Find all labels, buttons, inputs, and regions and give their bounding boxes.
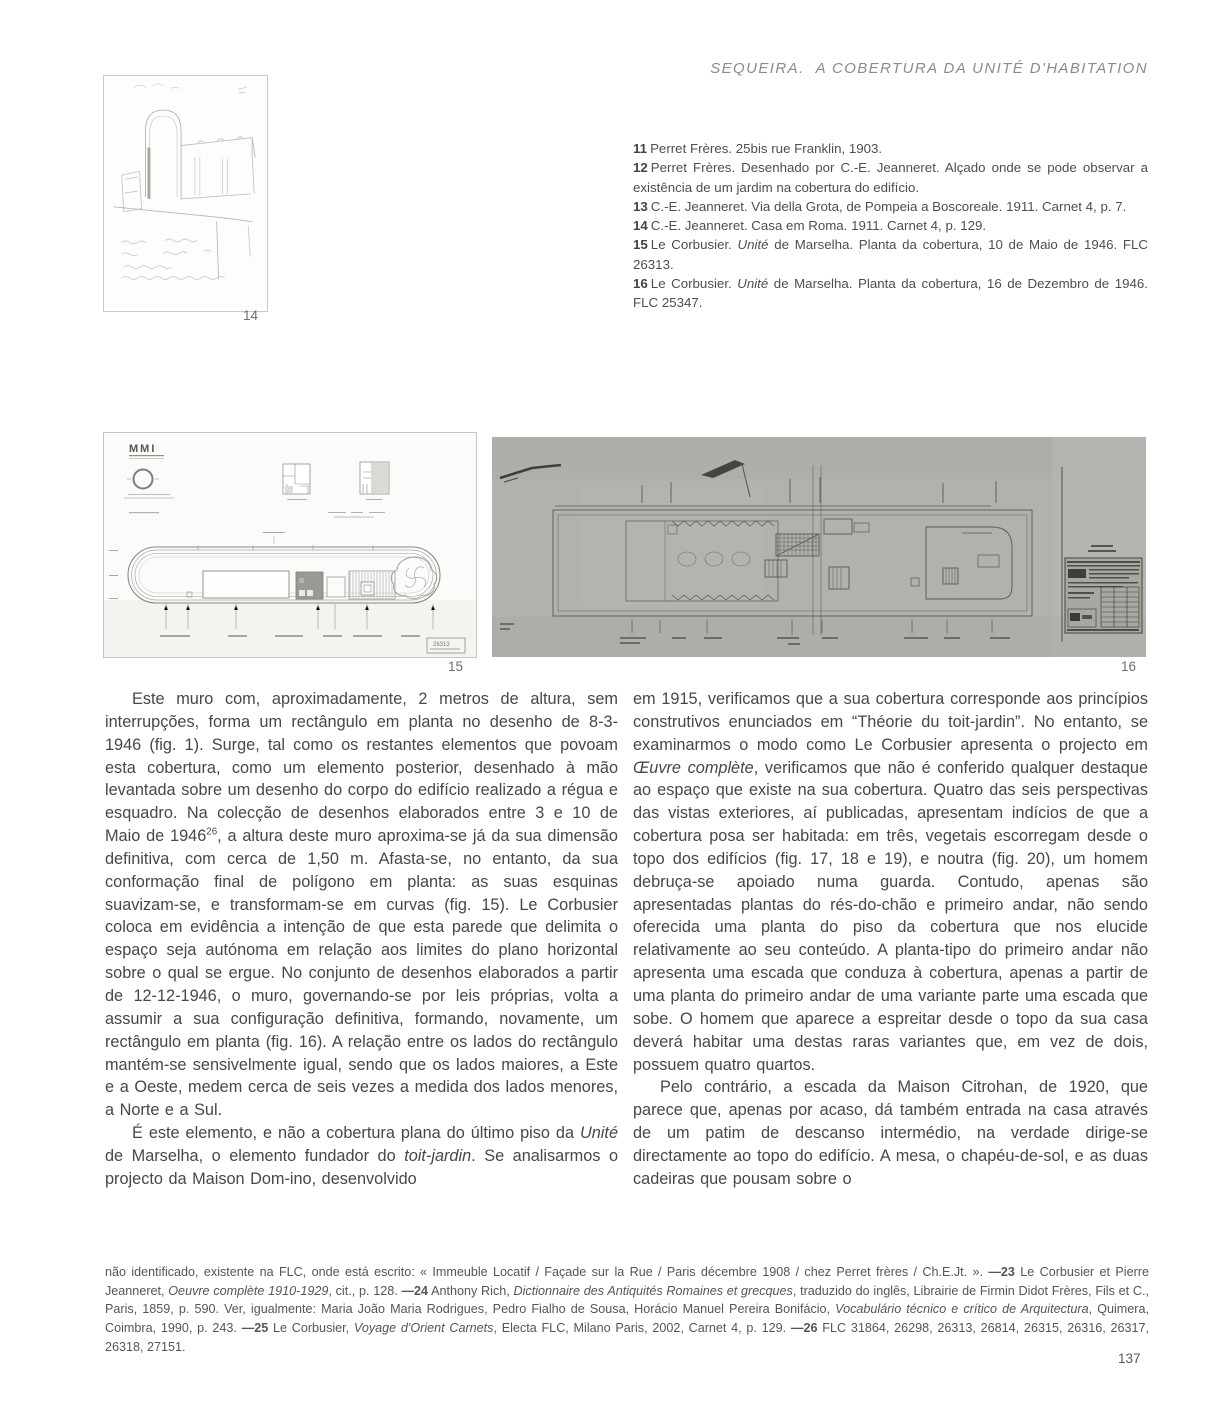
body-paragraph: em 1915, verificamos que a sua cobertura corresponde aos princípios construtivos enunciados em “Théorie du toit-jardin”. No entanto, se examinarmos o modo como Le Corbusier apresenta o projecto em Œuvre complète, verificamos que não é conferido qualquer destaque ao espaço que existe na sua cobertura. Quatro das seis perspectivas das vistas exteriores, aí publicadas, apresentam indícios de que a cobertura posa ser habitada: em três, vegetais escorregam desde o topo dos edifícios (fig. 17, 18 e 19), e noutra (fig. 20), um homem debruça-se apoiado numa guarda. Contudo, apenas são apresentadas plantas do rés-do-chão e primeiro andar, não sendo oferecida uma planta do piso da cobertura que nos elucide relativamente ao seu conteúdo. A planta-tipo do primeiro andar não apresenta uma escada que conduza à cobertura, apenas a partir de uma planta do primeiro andar de uma variante parte uma escada que sobe. O homem que aparece a espreitar desde o topo da sua casa deverá habitar uma destas raras variantes que, em vez de dois, possuem quatro quartos. xyxy=(633,690,1148,1074)
figure-caption-text: Le Corbusier. Unité de Marselha. Planta da cobertura, 10 de Maio de 1946. FLC 26313. xyxy=(633,237,1149,272)
figure-caption-text: C.-E. Jeanneret. Via della Grota, de Pompeia a Boscoreale. 1911. Carnet 4, p. 7. xyxy=(650,198,1127,214)
sheet-logo-text: MMI xyxy=(129,443,157,455)
casa-roma-sketch-drawing xyxy=(104,76,267,311)
figure-14-sketch xyxy=(103,75,268,312)
figure-15-plan xyxy=(103,432,477,658)
running-header-title: A COBERTURA DA UNITÉ D'HABITATION xyxy=(815,60,1148,77)
figure-caption-number: 16 xyxy=(633,276,648,292)
body-paragraph: Este muro com, aproximadamente, 2 metros de altura, sem interrupções, forma um rectângulo em planta no desenho de 8-3-1946 (fig. 1). Surge, tal como os restantes elementos que povoam esta cobertura, como um elemento posterior, desenhado à mão levantada sobre um desenho do corpo do edifício realizado a régua e esquadro. Na colecção de desenhos elaborados entre 3 e 10 de Maio de 1946$^{26}$, a altura deste muro aproxima-se já da sua dimensão definitiva, com cerca de 1,50 m. Afasta-se, no entanto, da sua conformação final de polígono em planta: as suas esquinas suavizam-se, e transformam-se em curvas (fig. 15). Le Corbusier coloca em evidência a intenção de que esta parede que delimita o espaço seja autónoma em relação aos limites do plano horizontal sobre o qual se ergue. No conjunto de desenhos elaborados a partir de 12-12-1946, o muro, governando-se por leis próprias, volta a assumir a sua configuração definitiva, formando, novamente, um rectângulo em planta (fig. 16). A relação entre os lados do rectângulo mantém-se sensivelmente igual, sendo que os lados maiores, a Este e a Oeste, medem cerca de seis vezes a medida dos lados menores, a Norte e a Sul. xyxy=(105,690,618,1120)
running-header xyxy=(710,60,1148,77)
body-column-left xyxy=(105,688,618,1191)
figure-caption-number: 14 xyxy=(633,218,648,234)
figure-16-label: 16 xyxy=(1121,659,1137,674)
figure-caption-item xyxy=(633,216,1148,235)
drawing-stamp-number: 26313 xyxy=(433,642,450,648)
figure-caption-number: 13 xyxy=(633,198,648,214)
figure-caption-item xyxy=(633,139,1148,158)
figure-caption-item xyxy=(633,235,1148,274)
figure-caption-text: C.-E. Jeanneret. Casa em Roma. 1911. Carnet 4, p. 129. xyxy=(650,218,987,234)
figure-caption-number: 11 xyxy=(633,141,648,156)
roof-plan-drawing-may-1946 xyxy=(103,432,477,658)
figure-caption-item xyxy=(633,197,1148,216)
figure-caption-item xyxy=(633,158,1148,197)
figure-captions xyxy=(633,139,1148,313)
figure-caption-number: 12 xyxy=(633,160,648,176)
body-column-right xyxy=(633,688,1148,1191)
figure-caption-item xyxy=(633,274,1148,313)
figure-caption-text: Perret Frères. Desenhado por C.-E. Jeanneret. Alçado onde se pode observar a existência de um jardim na cobertura do edifício. xyxy=(633,160,1148,195)
figure-14-label: 14 xyxy=(243,308,259,323)
body-paragraph: É este elemento, e não a cobertura plana do último piso da Unité de Marselha, o elemento fundador do toit-jardin. Se analisarmos o projecto da Maison Dom-ino, desenvolvido xyxy=(105,1124,619,1188)
figure-caption-number: 15 xyxy=(633,237,648,253)
figure-caption-text: Perret Frères. 25bis rue Franklin, 1903. xyxy=(650,141,883,156)
figure-15-label: 15 xyxy=(448,659,464,674)
footnotes: não identificado, existente na FLC, onde está escrito: « Immeuble Locatif / Façade sur la Rue / Paris décembre 1908 / chez Perret frères / Ch.E.Jt. ». —23 Le Corbusier et Pierre Jeanneret, Oeuvre complète 1910-1929, cit., p. 128. —24 Anthony Rich, Dictionnaire des Antiquités Romaines et grecques, traduzido do inglês, Librairie de Firmin Didot Frères, Fils et C., Paris, 1859, p. 590. Ver, igualmente: Maria João Maria Rodrigues, Pedro Fialho de Sousa, Horácio Manuel Pereira Bonifácio, Vocabulário técnico e crítico de Arquitectura, Quimera, Coimbra, 1990, p. 243. —25 Le Corbusier, Voyage d'Orient Carnets, Electa FLC, Milano Paris, 2002, Carnet 4, p. 129. —26 FLC 31864, 26298, 26313, 26814, 26315, 26316, 26317, 26318, 27151. xyxy=(105,1265,1150,1354)
roof-plan-drawing-december-1946 xyxy=(492,437,1146,657)
page-number: 137 xyxy=(1118,1351,1141,1366)
running-header-author: SEQUEIRA. xyxy=(710,60,805,77)
figure-16-plan xyxy=(492,437,1146,657)
figure-caption-text: Le Corbusier. Unité de Marselha. Planta da cobertura, 16 de Dezembro de 1946. FLC 25347. xyxy=(633,276,1148,311)
body-paragraph: Pelo contrário, a escada da Maison Citrohan, de 1920, que parece que, apenas por acaso, dá também entrada na casa através de um patim de descanso intermédio, na verdade dirige-se directamente ao topo do edifício. A mesa, o chapéu-de-sol, e as duas cadeiras que pousam sobre o xyxy=(633,1078,1148,1188)
